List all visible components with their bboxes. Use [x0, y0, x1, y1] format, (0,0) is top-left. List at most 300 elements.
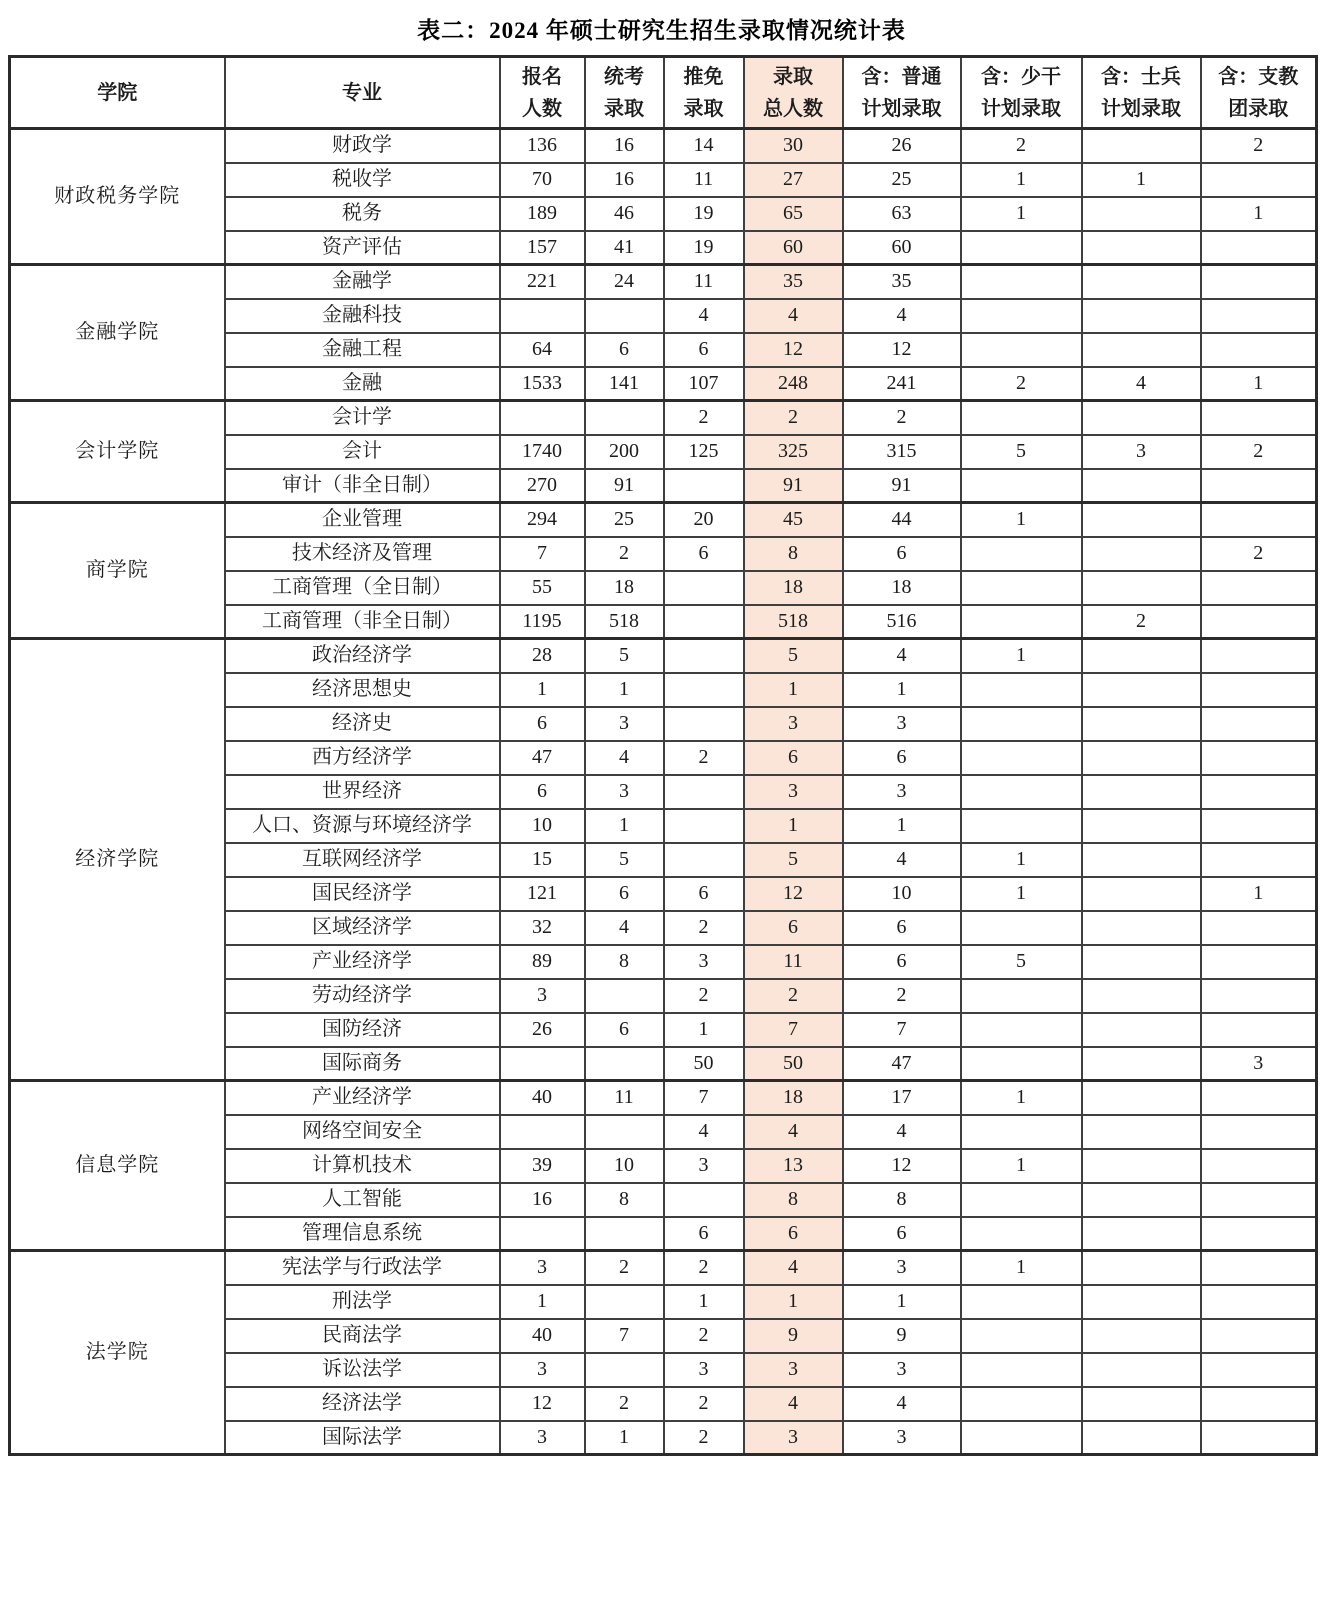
soldier-plan-cell [1082, 503, 1201, 537]
major-cell: 企业管理 [225, 503, 500, 537]
exempt-admit-cell: 11 [664, 163, 744, 197]
college-cell: 经济学院 [10, 639, 225, 1081]
total-admit-cell: 4 [744, 1251, 843, 1285]
applicants-cell: 121 [500, 877, 585, 911]
unified-admit-cell: 6 [585, 877, 664, 911]
unified-admit-cell: 5 [585, 639, 664, 673]
unified-admit-cell [585, 1217, 664, 1251]
applicants-cell: 55 [500, 571, 585, 605]
regular-plan-cell: 3 [843, 775, 961, 809]
applicants-cell: 6 [500, 775, 585, 809]
regular-plan-cell: 315 [843, 435, 961, 469]
minority-plan-cell [961, 673, 1082, 707]
header-unified-admit: 统考 录取 [585, 57, 664, 129]
major-cell: 工商管理（非全日制） [225, 605, 500, 639]
unified-admit-cell [585, 1353, 664, 1387]
regular-plan-cell: 3 [843, 707, 961, 741]
major-cell: 区域经济学 [225, 911, 500, 945]
regular-plan-cell: 4 [843, 843, 961, 877]
minority-plan-cell: 1 [961, 1081, 1082, 1115]
minority-plan-cell [961, 741, 1082, 775]
exempt-admit-cell: 2 [664, 1387, 744, 1421]
unified-admit-cell: 2 [585, 1387, 664, 1421]
header-teaching-corps: 含：支教 团录取 [1201, 57, 1317, 129]
major-cell: 审计（非全日制） [225, 469, 500, 503]
total-admit-cell: 4 [744, 1115, 843, 1149]
applicants-cell: 1533 [500, 367, 585, 401]
total-admit-cell: 2 [744, 401, 843, 435]
minority-plan-cell [961, 1387, 1082, 1421]
unified-admit-cell: 1 [585, 809, 664, 843]
major-cell: 金融工程 [225, 333, 500, 367]
major-cell: 金融 [225, 367, 500, 401]
teaching-corps-cell [1201, 1217, 1317, 1251]
minority-plan-cell [961, 333, 1082, 367]
major-cell: 国防经济 [225, 1013, 500, 1047]
regular-plan-cell: 10 [843, 877, 961, 911]
minority-plan-cell [961, 1353, 1082, 1387]
major-cell: 国际商务 [225, 1047, 500, 1081]
teaching-corps-cell [1201, 605, 1317, 639]
minority-plan-cell: 1 [961, 843, 1082, 877]
soldier-plan-cell [1082, 1149, 1201, 1183]
total-admit-cell: 3 [744, 1353, 843, 1387]
major-cell: 管理信息系统 [225, 1217, 500, 1251]
exempt-admit-cell [664, 1183, 744, 1217]
regular-plan-cell: 12 [843, 333, 961, 367]
applicants-cell: 3 [500, 979, 585, 1013]
teaching-corps-cell: 2 [1201, 537, 1317, 571]
applicants-cell: 40 [500, 1081, 585, 1115]
soldier-plan-cell [1082, 1115, 1201, 1149]
exempt-admit-cell: 3 [664, 1149, 744, 1183]
total-admit-cell: 5 [744, 843, 843, 877]
teaching-corps-cell [1201, 741, 1317, 775]
applicants-cell: 294 [500, 503, 585, 537]
exempt-admit-cell: 11 [664, 265, 744, 299]
total-admit-cell: 50 [744, 1047, 843, 1081]
unified-admit-cell: 11 [585, 1081, 664, 1115]
exempt-admit-cell [664, 605, 744, 639]
teaching-corps-cell [1201, 707, 1317, 741]
minority-plan-cell [961, 605, 1082, 639]
major-cell: 世界经济 [225, 775, 500, 809]
table-row [10, 639, 1317, 673]
total-admit-cell: 325 [744, 435, 843, 469]
regular-plan-cell: 6 [843, 741, 961, 775]
total-admit-cell: 4 [744, 299, 843, 333]
teaching-corps-cell [1201, 401, 1317, 435]
major-cell: 民商法学 [225, 1319, 500, 1353]
applicants-cell: 39 [500, 1149, 585, 1183]
unified-admit-cell: 6 [585, 1013, 664, 1047]
college-cell: 金融学院 [10, 265, 225, 401]
applicants-cell: 64 [500, 333, 585, 367]
college-cell: 财政税务学院 [10, 129, 225, 265]
applicants-cell: 189 [500, 197, 585, 231]
applicants-cell: 89 [500, 945, 585, 979]
unified-admit-cell [585, 1047, 664, 1081]
minority-plan-cell [961, 775, 1082, 809]
soldier-plan-cell [1082, 1217, 1201, 1251]
minority-plan-cell: 2 [961, 129, 1082, 163]
exempt-admit-cell: 14 [664, 129, 744, 163]
teaching-corps-cell [1201, 503, 1317, 537]
regular-plan-cell: 6 [843, 945, 961, 979]
major-cell: 金融科技 [225, 299, 500, 333]
major-cell: 会计学 [225, 401, 500, 435]
soldier-plan-cell [1082, 197, 1201, 231]
applicants-cell [500, 299, 585, 333]
regular-plan-cell: 8 [843, 1183, 961, 1217]
teaching-corps-cell [1201, 1115, 1317, 1149]
teaching-corps-cell [1201, 163, 1317, 197]
header-soldier-plan: 含：士兵 计划录取 [1082, 57, 1201, 129]
soldier-plan-cell [1082, 129, 1201, 163]
regular-plan-cell: 60 [843, 231, 961, 265]
exempt-admit-cell: 2 [664, 1421, 744, 1455]
soldier-plan-cell [1082, 877, 1201, 911]
teaching-corps-cell: 1 [1201, 367, 1317, 401]
soldier-plan-cell [1082, 1081, 1201, 1115]
minority-plan-cell: 1 [961, 1251, 1082, 1285]
applicants-cell: 221 [500, 265, 585, 299]
unified-admit-cell: 141 [585, 367, 664, 401]
minority-plan-cell: 2 [961, 367, 1082, 401]
unified-admit-cell: 91 [585, 469, 664, 503]
teaching-corps-cell [1201, 265, 1317, 299]
total-admit-cell: 5 [744, 639, 843, 673]
major-cell: 工商管理（全日制） [225, 571, 500, 605]
soldier-plan-cell: 2 [1082, 605, 1201, 639]
major-cell: 金融学 [225, 265, 500, 299]
major-cell: 劳动经济学 [225, 979, 500, 1013]
teaching-corps-cell [1201, 1251, 1317, 1285]
college-cell: 法学院 [10, 1251, 225, 1455]
minority-plan-cell: 1 [961, 163, 1082, 197]
regular-plan-cell: 1 [843, 673, 961, 707]
soldier-plan-cell [1082, 1421, 1201, 1455]
exempt-admit-cell: 1 [664, 1285, 744, 1319]
teaching-corps-cell [1201, 469, 1317, 503]
major-cell: 经济史 [225, 707, 500, 741]
teaching-corps-cell [1201, 231, 1317, 265]
minority-plan-cell [961, 809, 1082, 843]
exempt-admit-cell: 2 [664, 1319, 744, 1353]
regular-plan-cell: 9 [843, 1319, 961, 1353]
soldier-plan-cell [1082, 231, 1201, 265]
unified-admit-cell: 41 [585, 231, 664, 265]
minority-plan-cell: 1 [961, 1149, 1082, 1183]
regular-plan-cell: 241 [843, 367, 961, 401]
exempt-admit-cell: 19 [664, 231, 744, 265]
unified-admit-cell: 16 [585, 129, 664, 163]
soldier-plan-cell: 1 [1082, 163, 1201, 197]
regular-plan-cell: 63 [843, 197, 961, 231]
teaching-corps-cell [1201, 1285, 1317, 1319]
minority-plan-cell [961, 707, 1082, 741]
regular-plan-cell: 6 [843, 537, 961, 571]
total-admit-cell: 65 [744, 197, 843, 231]
regular-plan-cell: 18 [843, 571, 961, 605]
total-admit-cell: 7 [744, 1013, 843, 1047]
regular-plan-cell: 7 [843, 1013, 961, 1047]
major-cell: 人工智能 [225, 1183, 500, 1217]
soldier-plan-cell [1082, 265, 1201, 299]
total-admit-cell: 6 [744, 741, 843, 775]
total-admit-cell: 3 [744, 1421, 843, 1455]
teaching-corps-cell [1201, 775, 1317, 809]
applicants-cell: 26 [500, 1013, 585, 1047]
regular-plan-cell: 25 [843, 163, 961, 197]
applicants-cell [500, 1217, 585, 1251]
table-header [10, 57, 1317, 129]
header-regular-plan: 含：普通 计划录取 [843, 57, 961, 129]
total-admit-cell: 4 [744, 1387, 843, 1421]
soldier-plan-cell [1082, 537, 1201, 571]
total-admit-cell: 1 [744, 809, 843, 843]
total-admit-cell: 8 [744, 537, 843, 571]
admissions-table [8, 55, 1318, 1456]
regular-plan-cell: 4 [843, 1387, 961, 1421]
college-cell: 商学院 [10, 503, 225, 639]
applicants-cell: 1 [500, 1285, 585, 1319]
major-cell: 产业经济学 [225, 945, 500, 979]
unified-admit-cell: 24 [585, 265, 664, 299]
soldier-plan-cell [1082, 1013, 1201, 1047]
major-cell: 财政学 [225, 129, 500, 163]
applicants-cell: 3 [500, 1251, 585, 1285]
soldier-plan-cell [1082, 707, 1201, 741]
minority-plan-cell: 1 [961, 639, 1082, 673]
major-cell: 刑法学 [225, 1285, 500, 1319]
soldier-plan-cell [1082, 1183, 1201, 1217]
header-minority-plan: 含：少干 计划录取 [961, 57, 1082, 129]
header-applicants: 报名 人数 [500, 57, 585, 129]
applicants-cell: 16 [500, 1183, 585, 1217]
unified-admit-cell [585, 401, 664, 435]
minority-plan-cell: 1 [961, 877, 1082, 911]
unified-admit-cell: 200 [585, 435, 664, 469]
major-cell: 税务 [225, 197, 500, 231]
minority-plan-cell [961, 1217, 1082, 1251]
exempt-admit-cell: 7 [664, 1081, 744, 1115]
major-cell: 人口、资源与环境经济学 [225, 809, 500, 843]
regular-plan-cell: 2 [843, 401, 961, 435]
major-cell: 税收学 [225, 163, 500, 197]
regular-plan-cell: 3 [843, 1353, 961, 1387]
soldier-plan-cell [1082, 333, 1201, 367]
total-admit-cell: 3 [744, 707, 843, 741]
teaching-corps-cell: 2 [1201, 435, 1317, 469]
total-admit-cell: 18 [744, 571, 843, 605]
applicants-cell: 12 [500, 1387, 585, 1421]
minority-plan-cell: 5 [961, 435, 1082, 469]
exempt-admit-cell [664, 571, 744, 605]
table-row [10, 503, 1317, 537]
exempt-admit-cell: 2 [664, 911, 744, 945]
exempt-admit-cell: 1 [664, 1013, 744, 1047]
exempt-admit-cell: 6 [664, 537, 744, 571]
unified-admit-cell: 46 [585, 197, 664, 231]
exempt-admit-cell: 6 [664, 333, 744, 367]
applicants-cell: 15 [500, 843, 585, 877]
unified-admit-cell [585, 979, 664, 1013]
teaching-corps-cell [1201, 333, 1317, 367]
exempt-admit-cell: 2 [664, 979, 744, 1013]
teaching-corps-cell [1201, 843, 1317, 877]
soldier-plan-cell [1082, 299, 1201, 333]
unified-admit-cell [585, 1115, 664, 1149]
teaching-corps-cell [1201, 1013, 1317, 1047]
regular-plan-cell: 3 [843, 1421, 961, 1455]
total-admit-cell: 248 [744, 367, 843, 401]
total-admit-cell: 18 [744, 1081, 843, 1115]
unified-admit-cell: 4 [585, 741, 664, 775]
exempt-admit-cell: 3 [664, 945, 744, 979]
soldier-plan-cell [1082, 1047, 1201, 1081]
minority-plan-cell [961, 1285, 1082, 1319]
minority-plan-cell: 5 [961, 945, 1082, 979]
total-admit-cell: 8 [744, 1183, 843, 1217]
minority-plan-cell: 1 [961, 503, 1082, 537]
unified-admit-cell: 18 [585, 571, 664, 605]
applicants-cell: 270 [500, 469, 585, 503]
soldier-plan-cell [1082, 1387, 1201, 1421]
total-admit-cell: 9 [744, 1319, 843, 1353]
unified-admit-cell: 518 [585, 605, 664, 639]
applicants-cell: 47 [500, 741, 585, 775]
minority-plan-cell [961, 1421, 1082, 1455]
unified-admit-cell: 25 [585, 503, 664, 537]
applicants-cell: 136 [500, 129, 585, 163]
regular-plan-cell: 91 [843, 469, 961, 503]
minority-plan-cell [961, 231, 1082, 265]
teaching-corps-cell: 3 [1201, 1047, 1317, 1081]
applicants-cell: 157 [500, 231, 585, 265]
major-cell: 会计 [225, 435, 500, 469]
unified-admit-cell: 8 [585, 1183, 664, 1217]
major-cell: 经济法学 [225, 1387, 500, 1421]
applicants-cell: 70 [500, 163, 585, 197]
soldier-plan-cell [1082, 775, 1201, 809]
minority-plan-cell [961, 911, 1082, 945]
exempt-admit-cell: 3 [664, 1353, 744, 1387]
applicants-cell: 40 [500, 1319, 585, 1353]
teaching-corps-cell [1201, 299, 1317, 333]
soldier-plan-cell [1082, 1285, 1201, 1319]
minority-plan-cell [961, 1183, 1082, 1217]
teaching-corps-cell [1201, 1149, 1317, 1183]
header-major: 专业 [225, 57, 500, 129]
exempt-admit-cell: 19 [664, 197, 744, 231]
teaching-corps-cell [1201, 1387, 1317, 1421]
applicants-cell: 3 [500, 1421, 585, 1455]
soldier-plan-cell [1082, 1251, 1201, 1285]
total-admit-cell: 35 [744, 265, 843, 299]
soldier-plan-cell [1082, 673, 1201, 707]
major-cell: 计算机技术 [225, 1149, 500, 1183]
soldier-plan-cell: 3 [1082, 435, 1201, 469]
major-cell: 网络空间安全 [225, 1115, 500, 1149]
applicants-cell: 7 [500, 537, 585, 571]
soldier-plan-cell [1082, 741, 1201, 775]
total-admit-cell: 11 [744, 945, 843, 979]
table-row [10, 1081, 1317, 1115]
major-cell: 宪法学与行政法学 [225, 1251, 500, 1285]
exempt-admit-cell [664, 639, 744, 673]
unified-admit-cell [585, 299, 664, 333]
exempt-admit-cell: 50 [664, 1047, 744, 1081]
header-college: 学院 [10, 57, 225, 129]
exempt-admit-cell: 6 [664, 877, 744, 911]
minority-plan-cell [961, 1013, 1082, 1047]
minority-plan-cell [961, 401, 1082, 435]
unified-admit-cell: 6 [585, 333, 664, 367]
soldier-plan-cell [1082, 1319, 1201, 1353]
applicants-cell: 1740 [500, 435, 585, 469]
exempt-admit-cell: 2 [664, 401, 744, 435]
major-cell: 诉讼法学 [225, 1353, 500, 1387]
soldier-plan-cell [1082, 843, 1201, 877]
soldier-plan-cell [1082, 911, 1201, 945]
regular-plan-cell: 47 [843, 1047, 961, 1081]
teaching-corps-cell [1201, 1319, 1317, 1353]
total-admit-cell: 3 [744, 775, 843, 809]
exempt-admit-cell: 4 [664, 1115, 744, 1149]
unified-admit-cell: 4 [585, 911, 664, 945]
regular-plan-cell: 12 [843, 1149, 961, 1183]
total-admit-cell: 13 [744, 1149, 843, 1183]
major-cell: 互联网经济学 [225, 843, 500, 877]
applicants-cell [500, 1047, 585, 1081]
unified-admit-cell: 5 [585, 843, 664, 877]
applicants-cell: 10 [500, 809, 585, 843]
minority-plan-cell [961, 299, 1082, 333]
major-cell: 政治经济学 [225, 639, 500, 673]
unified-admit-cell: 3 [585, 707, 664, 741]
exempt-admit-cell: 125 [664, 435, 744, 469]
exempt-admit-cell [664, 843, 744, 877]
regular-plan-cell: 35 [843, 265, 961, 299]
exempt-admit-cell [664, 809, 744, 843]
header-total-admit: 录取 总人数 [744, 57, 843, 129]
header-exempt-admit: 推免 录取 [664, 57, 744, 129]
exempt-admit-cell [664, 775, 744, 809]
applicants-cell: 28 [500, 639, 585, 673]
unified-admit-cell [585, 1285, 664, 1319]
teaching-corps-cell: 1 [1201, 877, 1317, 911]
minority-plan-cell [961, 979, 1082, 1013]
exempt-admit-cell [664, 469, 744, 503]
teaching-corps-cell [1201, 639, 1317, 673]
exempt-admit-cell: 6 [664, 1217, 744, 1251]
total-admit-cell: 1 [744, 673, 843, 707]
teaching-corps-cell [1201, 809, 1317, 843]
teaching-corps-cell [1201, 911, 1317, 945]
teaching-corps-cell [1201, 1081, 1317, 1115]
minority-plan-cell: 1 [961, 197, 1082, 231]
total-admit-cell: 30 [744, 129, 843, 163]
exempt-admit-cell: 4 [664, 299, 744, 333]
major-cell: 国际法学 [225, 1421, 500, 1455]
total-admit-cell: 12 [744, 877, 843, 911]
soldier-plan-cell [1082, 979, 1201, 1013]
total-admit-cell: 6 [744, 1217, 843, 1251]
soldier-plan-cell [1082, 401, 1201, 435]
unified-admit-cell: 7 [585, 1319, 664, 1353]
unified-admit-cell: 2 [585, 1251, 664, 1285]
